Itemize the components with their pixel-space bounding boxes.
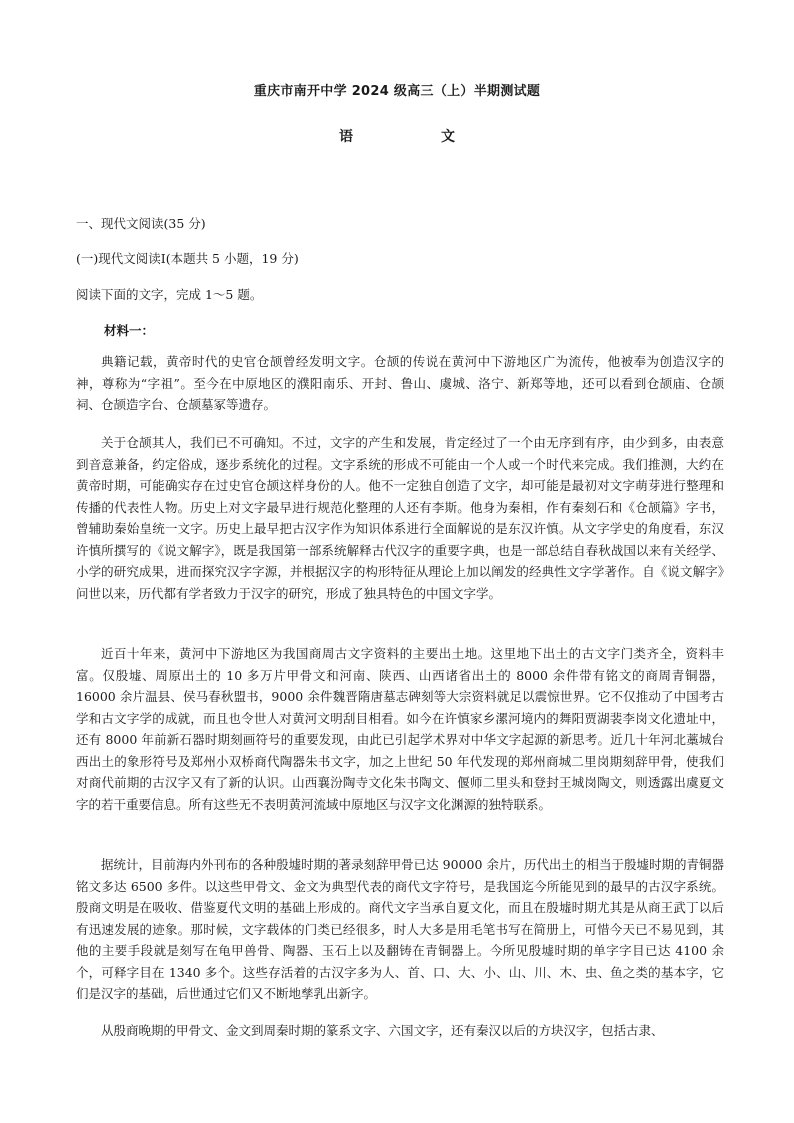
- subject-char-1: 语: [339, 129, 353, 145]
- subject-title: [0, 126, 794, 146]
- section-heading: 一、现代文阅读(35 分): [76, 216, 206, 231]
- paragraph-3: 近百十年来，黄河中下游地区为我国商周古文字资料的主要出土地。这里地下出土的古文字门类齐全，资料丰富。仅殷墟、周原出土的 10 多万片甲骨文和河南、陕西、山西诸省出土的 8000 余件带有铭文的商周青铜器，16000 余片温县、侯马春秋盟书，9000 余件魏晋隋唐墓志碑刻等大宗资料就足以震惊世界。它不仅推动了中国考古学和古文字学的成就，而且也令世人对黄河文明刮目相看。如今在许慎家乡漯河境内的舞阳贾湖裴李岗文化遗址中，还有 8000 年前新石器时期刻画符号的重要发现，由此已引起学术界对中华文字起源的新思考。近几十年河北藁城台西出土的象形符号及郑州小双桥商代陶器朱书文字，加之上世纪 50 年代发现的郑州商城二里岗期刻辞甲骨，使我们对商代前期的古汉字又有了新的认识。山西襄汾陶寺文化朱书陶文、偃师二里头和登封王城岗陶文，则透露出虞夏文字的若干重要信息。所有这些无不表明黄河流域中原地区与汉字文化渊源的独特联系。: [76, 646, 724, 812]
- paragraph-5: 从殷商晚期的甲骨文、金文到周秦时期的篆系文字、六国文字，还有秦汉以后的方块汉字，包括古隶、: [101, 1023, 664, 1038]
- section-subheading: (一)现代文阅读Ⅰ(本题共 5 小题，19 分): [76, 251, 299, 266]
- paragraph-1: 典籍记载，黄帝时代的史官仓颉曾经发明文字。仓颉的传说在黄河中下游地区广为流传，他被奉为创造汉字的神，尊称为“字祖”。至今在中原地区的濮阳南乐、开封、鲁山、虞城、洛宁、新郑等地，还可以看到仓颉庙、仓颉祠、仓颉造字台、仓颉墓冢等遗存。: [76, 354, 724, 412]
- reading-instruction: 阅读下面的文字，完成 1～5 题。: [76, 287, 263, 302]
- subject-char-2: 文: [441, 129, 455, 145]
- exam-title: 重庆市南开中学 2024 级高三（上）半期测试题: [253, 84, 541, 99]
- paragraph-2: 关于仓颉其人，我们已不可确知。不过，文字的产生和发展，肯定经过了一个由无序到有序，由少到多，由表意到音意兼备，约定俗成，逐步系统化的过程。文字系统的形成不可能由一个人或一个时代来完成。我们推测，大约在黄帝时期，可能确实存在过史官仓颉这样身份的人。他不一定独自创造了文字，却可能是最初对文字萌芽进行整理和传播的代表性人物。历史上对文字最早进行规范化整理的人还有李斯。他身为秦相，作有秦刻石和《仓颉篇》字书，曾辅助秦始皇统一文字。历史上最早把古汉字作为知识体系进行全面解说的是东汉许慎。从文字学史的角度看，东汉许慎所撰写的《说文解字》，既是我国第一部系统解释古代汉字的重要字典，也是一部总结自春秋战国以来有关经学、小学的研究成果，进而探究汉字字源，并根据汉字的构形特征从理论上加以阐发的经典性文字学著作。自《说文解字》问世以来，历代都有学者致力于汉字的研究，形成了独具特色的中国文字学。: [76, 435, 724, 601]
- material-label: 材料一：: [104, 323, 155, 338]
- paragraph-4: 据统计，目前海内外刊布的各种殷墟时期的著录刻辞甲骨已达 90000 余片，历代出土的相当于殷墟时期的青铜器铭文多达 6500 多件。以这些甲骨文、金文为典型代表的商代文字符号，是我国迄今所能见到的最早的古汉字系统。殷商文明是在吸收、借鉴夏代文明的基础上形成的。商代文字当承自夏文化，而且在殷墟时期尤其是从商王武丁以后有迅速发展的迹象。那时候，文字载体的门类已经很多，时人大多是用毛笔书写在简册上，可惜今天已不易见到，其他的主要手段就是刻写在龟甲兽骨、陶器、玉石上以及翻铸在青铜器上。今所见殷墟时期的单字字目已达 4100 余个，可释字目在 1340 多个。这些存活着的古汉字多为人、首、口、大、小、山、川、木、虫、鱼之类的基本字，它们是汉字的基础，后世通过它们又不断地孳乳出新字。: [76, 857, 724, 1001]
